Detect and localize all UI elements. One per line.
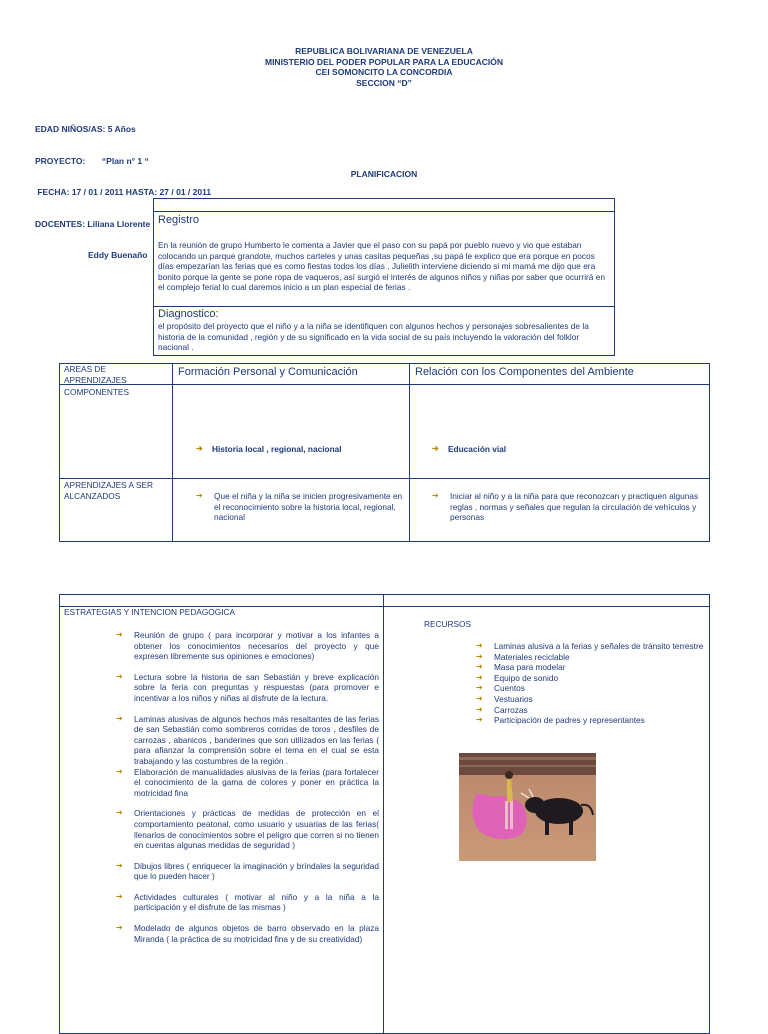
area-1-title: Formación Personal y Comunicación	[178, 366, 358, 378]
registro-text: En la reunión de grupo Humberto le comenta a Javier que el paso con su papá por pueblo nuevo y vio que estaban colocando un parque grandote, muchos carteles y unas casitas pequeñas ,su papá le explico que era porque en pocos días empezarían las ferias que es como fiestas todos los días , Julielith interviene diciendo si mi mamá me dijo que era bonito porque la gente se pone ropa de vaqueros, así surgió el interés de algunos niños y niñas por saber que ocurrirá en el complejo ferial lo cual daremos inicio a un plan especial de ferias .	[158, 240, 605, 293]
estrategias-col-divider	[383, 594, 384, 1034]
arrow-bullet-icon: ➔	[116, 713, 123, 723]
aprendizajes-label: APRENDIZAJES A SER ALCANZADOS	[64, 480, 153, 501]
arrow-bullet-icon: ➔	[116, 630, 123, 639]
list-item: ➔ Cuentos	[476, 683, 525, 694]
componentes-label: COMPONENTES	[64, 387, 129, 397]
arrow-bullet-icon: ➔	[476, 693, 483, 703]
areas-label: AREAS DE APRENDIZAJES	[64, 364, 127, 385]
header-line-1: REPUBLICA BOLIVARIANA DE VENEZUELA	[295, 46, 473, 56]
meta-docentes: DOCENTES: Liliana Llorente	[35, 218, 151, 229]
registro-box	[153, 211, 615, 307]
meta-fecha: FECHA: 17 / 01 / 2011 HASTA: 27 / 01 / 2011	[35, 187, 212, 197]
arrow-bullet-icon: ➔	[476, 704, 483, 714]
area-2-title: Relación con los Componentes del Ambiente	[415, 366, 634, 378]
registro-label: Registro	[158, 214, 199, 226]
estrategias-list	[116, 630, 379, 944]
arrow-bullet-icon: ➔	[476, 672, 483, 682]
bullfight-photo	[459, 753, 596, 861]
diagnostico-text: el propósito del proyecto que el niño y a la niña se identifiquen con algunos hechos y personajes sobresalientes de la historia de la comunidad , región y de su significado en la vida social de su país incluyendo la valoración del folklor nacional .	[158, 321, 589, 353]
list-item: ➔ Modelado de algunos objetos de barro observado en la plaza Miranda ( la práctica de su motricidad fina y de su creatividad)	[116, 923, 379, 944]
areas-row-divider-2	[59, 478, 710, 479]
componente-1: ➔ Historia local , regional, nacional	[196, 444, 342, 454]
list-item: ➔ Dibujos libres ( enriquecer la imaginación y bríndales la seguridad que lo pueden hacer )	[116, 860, 379, 882]
document-header	[0, 46, 768, 88]
list-item: ➔ Vestuarios	[476, 693, 533, 704]
list-item: ➔ Materiales reciclable	[476, 651, 570, 662]
list-item: ➔ Laminas alusiva a la ferias y señales de tránsito terrestre	[476, 641, 704, 651]
aprendizaje-2: ➔ Iniciar al niño y a la niña para que reconozcan y practiquen algunas reglas , normas y señales que regulan la circulación de vehículos y personas	[432, 491, 699, 523]
areas-col-divider-1	[172, 363, 173, 542]
diagnostico-label: Diagnostico:	[158, 308, 219, 320]
arrow-bullet-icon: ➔	[476, 641, 483, 650]
list-item: ➔ Equipo de sonido	[476, 672, 559, 683]
list-item: ➔ Masa para modelar	[476, 662, 566, 673]
arrow-bullet-icon: ➔	[476, 651, 483, 661]
list-item: ➔ Actividades culturales ( motivar al niño y a la niña a la participación y el disfrute de las mismas )	[116, 891, 379, 913]
arrow-bullet-icon: ➔	[476, 683, 483, 693]
arrow-bullet-icon: ➔	[116, 891, 123, 901]
page-title: PLANIFICACION	[350, 169, 418, 179]
registro-top-bar	[153, 198, 615, 212]
areas-col-divider-2	[409, 363, 410, 542]
arrow-bullet-icon: ➔	[116, 671, 123, 681]
list-item: ➔ Elaboración de manualidades alusivas de la ferias (para fortalecer el conocimiento de la gama de colores y poner en práctica la motricidad fina	[116, 766, 379, 798]
arrow-bullet-icon: ➔	[432, 444, 439, 453]
arrow-bullet-icon: ➔	[116, 766, 123, 776]
diagnostico-box	[153, 306, 615, 356]
header-line-4: SECCION “D”	[356, 77, 412, 88]
arrow-bullet-icon: ➔	[196, 491, 203, 500]
recursos-label: RECURSOS	[424, 619, 472, 629]
arrow-bullet-icon: ➔	[476, 662, 483, 672]
list-item: ➔ Reunión de grupo ( para incorporar y motivar a los infantes a obtener los conocimientos necesarios del proyecto y que expresen libremente sus opiniones e emociones)	[116, 630, 379, 662]
list-item: ➔ Lectura sobre la historia de san Sebastián y breve explicación sobre la feria con preguntas y respuestas (para promover e incentivar a los niños y niñas al disfrute de la lectura.	[116, 671, 379, 703]
list-item: ➔ Laminas alusivas de algunos hechos más resaltantes de las ferias de san Sebastián como sombreros corridas de toros , desfiles de carrozas , abanicos , banderines que son utilizados en las ferias ( para afianzar la comprensión sobre el tema en el cual se esta trabajando y las costumbres de la región .	[116, 713, 379, 766]
arrow-bullet-icon: ➔	[196, 444, 203, 453]
meta-edad: EDAD NIÑOS/AS: 5 Años	[35, 124, 136, 134]
componente-2: ➔ Educación vial	[432, 444, 507, 454]
list-item: ➔ Orientaciones y prácticas de medidas de protección en el comportamiento peatonal, como usuario y usuarias de las ferias( llenarlos de conocimientos sobre el peligro que corren si no tienen en cuentas algunas medidas de seguridad )	[116, 808, 379, 851]
arrow-bullet-icon: ➔	[116, 923, 123, 933]
list-item: ➔ Carrozas	[476, 704, 528, 715]
arrow-bullet-icon: ➔	[432, 491, 439, 500]
estrategias-label: ESTRATEGIAS Y INTENCION PEDAGOGICA	[64, 607, 236, 617]
recursos-list	[476, 641, 706, 726]
meta-docente-2: Eddy Buenaño	[88, 250, 148, 260]
aprendizaje-1: ➔ Que el niña y la niña se inicien progresivamente en el reconocimiento sobre la historia local, regional, nacional	[196, 491, 403, 523]
meta-proyecto: PROYECTO: “Plan n° 1 “	[35, 155, 149, 166]
arrow-bullet-icon: ➔	[116, 860, 123, 870]
arrow-bullet-icon: ➔	[116, 808, 123, 818]
list-item: ➔ Participación de padres y representantes	[476, 715, 645, 726]
header-line-3: CEI SOMONCITO LA CONCORDIA	[315, 67, 453, 77]
arrow-bullet-icon: ➔	[476, 715, 483, 725]
header-line-2: MINISTERIO DEL PODER POPULAR PARA LA EDUCACIÓN	[264, 56, 503, 67]
